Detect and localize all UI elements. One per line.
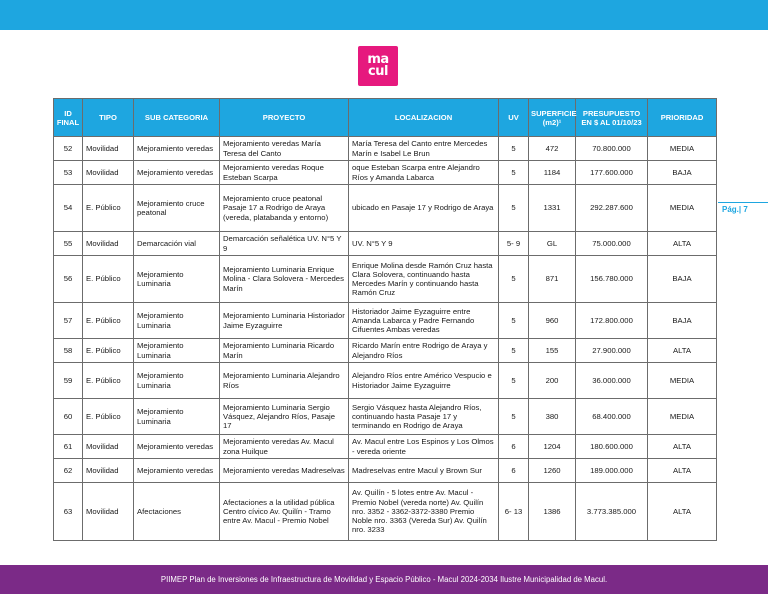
cell-presupuesto: 68.400.000 <box>576 399 648 435</box>
cell-tipo: E. Público <box>83 399 134 435</box>
cell-proyecto: Mejoramiento veredas Av. Macul zona Huilque <box>220 435 349 459</box>
header-tipo: TIPO <box>83 99 134 137</box>
cell-prioridad: ALTA <box>648 435 717 459</box>
table-row <box>54 137 717 161</box>
cell-proyecto: Mejoramiento Luminaria Ricardo Marín <box>220 339 349 363</box>
cell-sub-categoria: Mejoramiento Luminaria <box>134 363 220 399</box>
cell-uv: 5 <box>499 339 529 363</box>
cell-id: 61 <box>54 435 83 459</box>
cell-sub-categoria: Afectaciones <box>134 483 220 541</box>
cell-localizacion: ubicado en Pasaje 17 y Rodrigo de Araya <box>349 185 499 232</box>
cell-presupuesto: 180.600.000 <box>576 435 648 459</box>
cell-tipo: Movilidad <box>83 435 134 459</box>
table-header-row <box>54 99 717 137</box>
cell-id: 54 <box>54 185 83 232</box>
footer-band <box>0 565 768 594</box>
cell-uv: 5 <box>499 303 529 339</box>
cell-tipo: Movilidad <box>83 137 134 161</box>
cell-prioridad: ALTA <box>648 339 717 363</box>
cell-superficie: 200 <box>529 363 576 399</box>
cell-sub-categoria: Mejoramiento Luminaria <box>134 256 220 303</box>
cell-superficie: 960 <box>529 303 576 339</box>
cell-prioridad: MEDIA <box>648 137 717 161</box>
cell-superficie: 1331 <box>529 185 576 232</box>
table-row <box>54 185 717 232</box>
logo-text-line1: ma <box>367 52 389 67</box>
logo-text-line2: cul <box>368 64 388 79</box>
cell-tipo: E. Público <box>83 185 134 232</box>
cell-id: 59 <box>54 363 83 399</box>
cell-id: 58 <box>54 339 83 363</box>
cell-id: 62 <box>54 459 83 483</box>
cell-prioridad: ALTA <box>648 232 717 256</box>
table-row <box>54 161 717 185</box>
cell-prioridad: BAJA <box>648 303 717 339</box>
cell-id: 63 <box>54 483 83 541</box>
cell-sub-categoria: Mejoramiento Luminaria <box>134 303 220 339</box>
cell-presupuesto: 156.780.000 <box>576 256 648 303</box>
cell-prioridad: MEDIA <box>648 399 717 435</box>
cell-proyecto: Mejoramiento veredas Madreselvas <box>220 459 349 483</box>
cell-tipo: Movilidad <box>83 459 134 483</box>
header-id-final: ID FINAL <box>54 99 83 137</box>
cell-uv: 6 <box>499 435 529 459</box>
cell-uv: 5 <box>499 161 529 185</box>
cell-prioridad: MEDIA <box>648 185 717 232</box>
cell-superficie: 1260 <box>529 459 576 483</box>
cell-presupuesto: 36.000.000 <box>576 363 648 399</box>
table-row <box>54 459 717 483</box>
cell-proyecto: Mejoramiento cruce peatonal Pasaje 17 a Rodrigo de Araya (vereda, platabanda y entorno) <box>220 185 349 232</box>
cell-localizacion: Historiador Jaime Eyzaguirre entre Amanda Labarca y Padre Fernando Cifuentes Ambas veredas <box>349 303 499 339</box>
table-row <box>54 483 717 541</box>
projects-table-container <box>53 98 716 541</box>
cell-presupuesto: 75.000.000 <box>576 232 648 256</box>
cell-sub-categoria: Mejoramiento Luminaria <box>134 339 220 363</box>
cell-proyecto: Mejoramiento Luminaria Alejandro Ríos <box>220 363 349 399</box>
header-proyecto: PROYECTO <box>220 99 349 137</box>
cell-superficie: 1204 <box>529 435 576 459</box>
cell-localizacion: Enrique Molina desde Ramón Cruz hasta Clara Solovera, continuando hasta Mercedes Marín y continuando hasta Ramón Cruz <box>349 256 499 303</box>
cell-proyecto: Mejoramiento Luminaria Historiador Jaime Eyzaguirre <box>220 303 349 339</box>
cell-superficie: 1386 <box>529 483 576 541</box>
cell-uv: 5 <box>499 256 529 303</box>
table-row <box>54 256 717 303</box>
cell-presupuesto: 27.900.000 <box>576 339 648 363</box>
cell-sub-categoria: Mejoramiento veredas <box>134 459 220 483</box>
top-color-band <box>0 0 768 30</box>
cell-uv: 5 <box>499 137 529 161</box>
cell-uv: 6- 13 <box>499 483 529 541</box>
cell-id: 56 <box>54 256 83 303</box>
cell-id: 60 <box>54 399 83 435</box>
cell-localizacion: Sergio Vásquez hasta Alejandro Ríos, continuando hasta Pasaje 17 y terminando en Rodrigo de Araya <box>349 399 499 435</box>
cell-tipo: Movilidad <box>83 483 134 541</box>
header-uv: UV <box>499 99 529 137</box>
table-row <box>54 303 717 339</box>
cell-proyecto: Afectaciones a la utilidad pública Centro cívico Av. Quilín - Tramo entre Av. Macul - Premio Nobel <box>220 483 349 541</box>
cell-sub-categoria: Mejoramiento veredas <box>134 435 220 459</box>
header-sub-categoria: SUB CATEGORIA <box>134 99 220 137</box>
cell-superficie: 380 <box>529 399 576 435</box>
cell-tipo: E. Público <box>83 256 134 303</box>
cell-sub-categoria: Mejoramiento veredas <box>134 137 220 161</box>
footer-text: PIIMEP Plan de Inversiones de Infraestructura de Movilidad y Espacio Público - Macul 2024-2034 Ilustre Municipalidad de Macul. <box>160 575 608 584</box>
cell-prioridad: BAJA <box>648 161 717 185</box>
cell-presupuesto: 177.600.000 <box>576 161 648 185</box>
cell-id: 57 <box>54 303 83 339</box>
cell-sub-categoria: Mejoramiento cruce peatonal <box>134 185 220 232</box>
cell-localizacion: Ricardo Marín entre Rodrigo de Araya y Alejandro Ríos <box>349 339 499 363</box>
header-localizacion: LOCALIZACION <box>349 99 499 137</box>
cell-uv: 5 <box>499 185 529 232</box>
cell-sub-categoria: Demarcación vial <box>134 232 220 256</box>
cell-tipo: Movilidad <box>83 232 134 256</box>
cell-tipo: Movilidad <box>83 161 134 185</box>
cell-tipo: E. Público <box>83 303 134 339</box>
cell-localizacion: Alejandro Ríos entre Américo Vespucio e Historiador Jaime Eyzaguirre <box>349 363 499 399</box>
cell-localizacion: María Teresa del Canto entre Mercedes Marín e Isabel Le Brun <box>349 137 499 161</box>
cell-presupuesto: 3.773.385.000 <box>576 483 648 541</box>
table-row <box>54 399 717 435</box>
cell-localizacion: Madreselvas entre Macul y Brown Sur <box>349 459 499 483</box>
cell-superficie: GL <box>529 232 576 256</box>
cell-uv: 5 <box>499 399 529 435</box>
table-row <box>54 363 717 399</box>
cell-uv: 5- 9 <box>499 232 529 256</box>
cell-proyecto: Mejoramiento veredas Roque Esteban Scarpa <box>220 161 349 185</box>
cell-id: 52 <box>54 137 83 161</box>
cell-proyecto: Mejoramiento Luminaria Sergio Vásquez, Alejandro Ríos, Pasaje 17 <box>220 399 349 435</box>
cell-uv: 6 <box>499 459 529 483</box>
cell-localizacion: Av. Macul entre Los Espinos y Los Olmos - vereda oriente <box>349 435 499 459</box>
cell-presupuesto: 189.000.000 <box>576 459 648 483</box>
cell-presupuesto: 292.287.600 <box>576 185 648 232</box>
cell-prioridad: ALTA <box>648 459 717 483</box>
table-row <box>54 435 717 459</box>
cell-proyecto: Mejoramiento veredas María Teresa del Canto <box>220 137 349 161</box>
cell-localizacion: Av. Quilín - 5 lotes entre Av. Macul - Premio Nobel (vereda norte) Av. Quilín nro. 3352 - 3362-3372-3380 Premio Noble nro. 3363 (Vereda Sur) Av. Quilín nro. 3233 <box>349 483 499 541</box>
header-presupuesto: PRESUPUESTO EN $ AL 01/10/23 <box>576 99 648 137</box>
page-number: Pág.| 7 <box>718 202 768 214</box>
header-prioridad: PRIORIDAD <box>648 99 717 137</box>
cell-tipo: E. Público <box>83 363 134 399</box>
cell-presupuesto: 172.800.000 <box>576 303 648 339</box>
cell-superficie: 1184 <box>529 161 576 185</box>
cell-id: 53 <box>54 161 83 185</box>
cell-prioridad: MEDIA <box>648 363 717 399</box>
cell-proyecto: Demarcación señalética UV. N°5 Y 9 <box>220 232 349 256</box>
cell-sub-categoria: Mejoramiento veredas <box>134 161 220 185</box>
cell-superficie: 472 <box>529 137 576 161</box>
cell-superficie: 155 <box>529 339 576 363</box>
cell-tipo: E. Público <box>83 339 134 363</box>
projects-table <box>53 98 717 541</box>
table-row <box>54 232 717 256</box>
cell-superficie: 871 <box>529 256 576 303</box>
cell-localizacion: UV. N°5 Y 9 <box>349 232 499 256</box>
cell-uv: 5 <box>499 363 529 399</box>
cell-id: 55 <box>54 232 83 256</box>
cell-sub-categoria: Mejoramiento Luminaria <box>134 399 220 435</box>
cell-presupuesto: 70.800.000 <box>576 137 648 161</box>
cell-prioridad: BAJA <box>648 256 717 303</box>
table-row <box>54 339 717 363</box>
cell-localizacion: oque Esteban Scarpa entre Alejandro Ríos y Amanda Labarca <box>349 161 499 185</box>
header-superficie: SUPERFICIE (m2)¹ <box>529 99 576 137</box>
cell-prioridad: ALTA <box>648 483 717 541</box>
cell-proyecto: Mejoramiento Luminaria Enrique Molina - Clara Solovera - Mercedes Marín <box>220 256 349 303</box>
macul-logo <box>358 46 398 86</box>
